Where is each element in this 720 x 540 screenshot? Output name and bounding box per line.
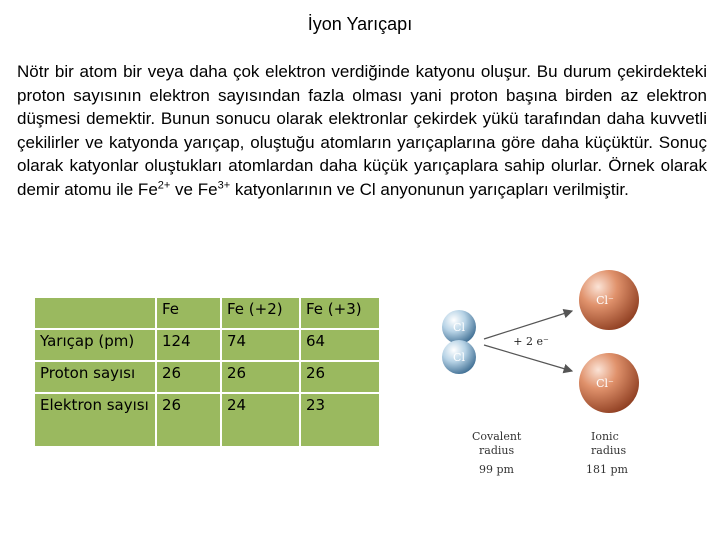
header-cell-fe: Fe — [157, 298, 220, 328]
ionic-caption-line1: Ionic — [591, 430, 619, 443]
row-label-radius: Yarıçap (pm) — [35, 330, 155, 360]
header-cell-fe3: Fe (+3) — [301, 298, 379, 328]
row-label-proton: Proton sayısı — [35, 362, 155, 392]
paragraph-text-main: Nötr bir atom bir veya daha çok elektron verdiğinde katyonu oluşur. Bu durum çekirdekteki proton sayısının elektron sayısından fazla olması yani proton başına birden az elektron düşmesi demektir. Bunun sonucu olarak elektronlar çekirdek yükü tarafından daha kuvvetli çekilirler ve katyonda yarıçap, oluştuğu atomların yarıçaplarına göre daha küçüktür. Sonuç olarak katyonlar oluştukları atomlardan daha küçük yarıçaplara sahip olurlar. Örnek olarak demir atomu ile Fe — [17, 62, 707, 199]
cl-ion-top-label: Cl⁻ — [596, 294, 614, 307]
fe2-charge: 2+ — [157, 179, 171, 192]
covalent-radius-value: 99 pm — [479, 463, 514, 476]
paragraph-text-end: katyonlarının ve Cl anyonunun yarıçapları verilmiştir. — [230, 179, 629, 199]
ionic-radius-value: 181 pm — [586, 463, 628, 476]
radius-table — [33, 296, 381, 448]
table-cell: 26 — [157, 362, 220, 392]
reaction-label: + 2 e⁻ — [513, 335, 549, 348]
cl-atom-bottom-label: Cl — [453, 351, 465, 364]
paragraph-text-mid: ve Fe — [170, 179, 218, 199]
table-cell: 24 — [222, 394, 299, 446]
table-header-row — [35, 298, 379, 328]
table-row — [35, 394, 379, 446]
table-cell: 26 — [301, 362, 379, 392]
cl-atom-top-label: Cl — [453, 321, 465, 334]
table-cell: 124 — [157, 330, 220, 360]
body-paragraph — [17, 60, 707, 202]
arrow-down-icon — [484, 345, 572, 371]
page-title: İyon Yarıçapı — [307, 14, 413, 34]
cl-ion-bottom-label: Cl⁻ — [596, 377, 614, 390]
header-cell-empty — [35, 298, 155, 328]
table-cell: 26 — [222, 362, 299, 392]
ionic-caption-line2: radius — [591, 444, 627, 457]
row-label-electron: Elektron sayısı — [35, 394, 155, 446]
fe3-charge: 3+ — [217, 179, 231, 192]
table-cell: 74 — [222, 330, 299, 360]
ionic-radius-figure — [440, 268, 700, 483]
table-row — [35, 330, 379, 360]
header-cell-fe2: Fe (+2) — [222, 298, 299, 328]
table-row — [35, 362, 379, 392]
table-cell: 64 — [301, 330, 379, 360]
table-cell: 23 — [301, 394, 379, 446]
table-cell: 26 — [157, 394, 220, 446]
covalent-caption-line2: radius — [479, 444, 515, 457]
covalent-caption-line1: Covalent — [472, 430, 522, 443]
